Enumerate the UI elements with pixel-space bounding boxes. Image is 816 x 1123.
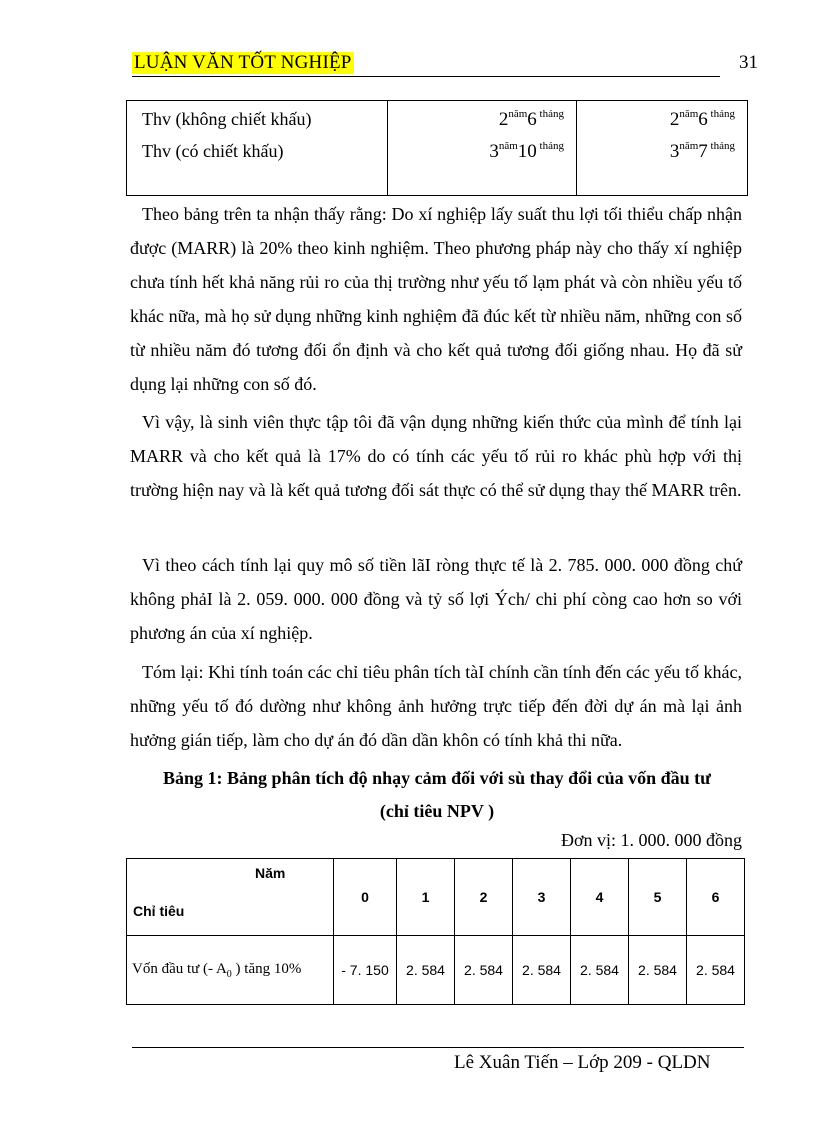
indicator-header: Chỉ tiêu	[133, 903, 185, 919]
payback-row-label: Thv (không chiết khấu)	[142, 109, 312, 129]
body-paragraph: Vì vậy, là sinh viên thực tập tôi đã vận dụng những kiến thức của mình để tính lại MARR và cho kết quả là 17% do có tính các yếu tố rủi ro khác phù hợp với thị trường hiện nay và là kết quả tương đối sát thực có thể sử dụng thay thế MARR trên.	[130, 412, 742, 500]
value-cell: 2. 584	[513, 936, 571, 1005]
table-row	[127, 936, 745, 1005]
year-header-cell: 5	[629, 859, 687, 936]
corner-header-cell	[127, 859, 334, 936]
year-header-cell: 2	[455, 859, 513, 936]
table-caption-subtitle: (chỉ tiêu NPV )	[379, 801, 495, 821]
payback-duration: $3^{năm}10$ $^{tháng}$	[489, 140, 564, 162]
year-header: Năm	[255, 865, 286, 881]
footer-divider	[132, 1047, 744, 1048]
payback-duration: $2^{năm}6$ $^{tháng}$	[498, 108, 564, 130]
value-cell: 2. 584	[687, 936, 745, 1005]
year-header-cell: 0	[334, 859, 397, 936]
year-header-cell: 6	[687, 859, 745, 936]
header-divider	[132, 76, 720, 77]
value-cell: 2. 584	[397, 936, 455, 1005]
payback-label-column	[127, 101, 388, 195]
value-cell: 2. 584	[571, 936, 629, 1005]
row-label-cell: Vốn đầu tư (- $A_0$ ) tăng 10%	[127, 936, 334, 1005]
page-number: 31	[739, 52, 758, 73]
sensitivity-table	[126, 858, 745, 1005]
year-header-cell: 4	[571, 859, 629, 936]
payback-value-column	[388, 101, 577, 195]
table-caption: Bảng 1: Bảng phân tích độ nhạy cảm đối với sù thay đổi của vốn đầu tư	[163, 768, 711, 788]
body-paragraph: Vì theo cách tính lại quy mô số tiền lãI ròng thực tế là 2. 785. 000. 000 đồng chứ không phảI là 2. 059. 000. 000 đồng và tỷ số lợi Ých/ chi phí còng cao hơn so với phương án của xí nghiệp.	[130, 555, 742, 643]
value-cell: - 7. 150	[334, 936, 397, 1005]
body-paragraph: Theo bảng trên ta nhận thấy rằng: Do xí nghiệp lấy suất thu lợi tối thiểu chấp nhận được (MARR) là 20% theo kinh nghiệm. Theo phương pháp này cho thấy xí nghiệp chưa tính hết khả năng rủi ro của thị trường như yếu tố lạm phát và còn nhiều yếu tố khác nữa, mà họ sử dụng những kinh nghiệm đã đúc kết từ nhiều năm, những con số từ nhiều năm đó tương đối ổn định và cho kết quả tương đối giống nhau. Họ đã sử dụng lại những con số đó.	[130, 204, 742, 394]
unit-label: Đơn vị: 1. 000. 000 đồng	[560, 830, 742, 850]
year-header-cell: 3	[513, 859, 571, 936]
footer-author: Lê Xuân Tiến – Lớp 209 - QLDN	[454, 1052, 711, 1073]
body-paragraph: Tóm lại: Khi tính toán các chỉ tiêu phân tích tàI chính cần tính đến các yếu tố khác, những yếu tố đó dường như không ảnh hưởng trực tiếp đến đời dự án mà lại ảnh hưởng gián tiếp, làm cho dự án đó dần dần khôn có tính khả thi nữa.	[130, 662, 742, 750]
value-cell: 2. 584	[455, 936, 513, 1005]
document-title: LUẬN VĂN TỐT NGHIỆP	[134, 52, 352, 73]
payback-duration: $2^{năm}6$ $^{tháng}$	[669, 108, 735, 130]
year-header-cell: 1	[397, 859, 455, 936]
table-header-row	[127, 859, 745, 936]
payback-table	[126, 100, 748, 196]
payback-duration: $3^{năm}7$ $^{tháng}$	[669, 140, 735, 162]
payback-row-label: Thv (có chiết khấu)	[142, 141, 284, 161]
value-cell: 2. 584	[629, 936, 687, 1005]
payback-value-column	[577, 101, 747, 195]
